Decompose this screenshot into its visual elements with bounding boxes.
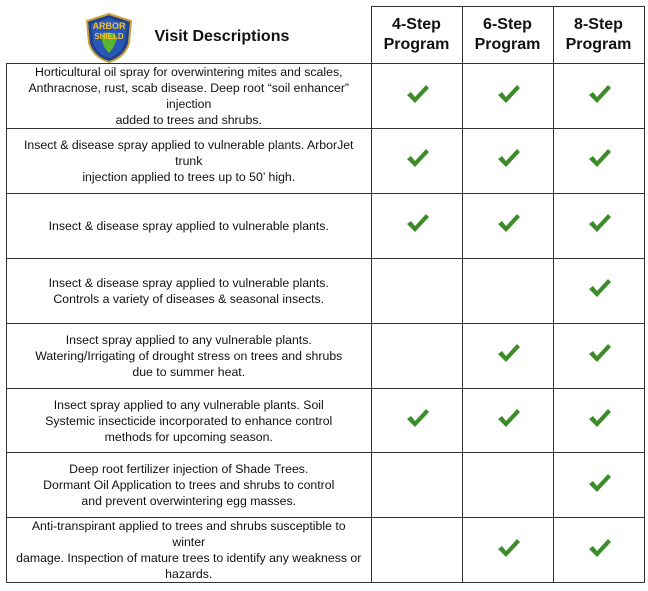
- description-line: methods for upcoming season.: [104, 429, 273, 444]
- table-row: [7, 453, 645, 518]
- program-header-6: 6-Step Program: [462, 7, 553, 64]
- description-line: Dormant Oil Application to trees and shrubs to control: [43, 478, 335, 493]
- checkmark-icon: [586, 83, 612, 105]
- visit-description: [7, 323, 372, 388]
- program-cell: [553, 193, 644, 258]
- program-cell: [553, 518, 644, 583]
- description-line: Insect & disease spray applied to vulnerable plants.: [48, 218, 329, 233]
- checkmark-icon: [586, 407, 612, 429]
- description-line: Insect spray applied to any vulnerable plants.: [65, 332, 312, 347]
- visit-description: [7, 453, 372, 518]
- program-cell: [462, 323, 553, 388]
- description-line: Anti-transpirant applied to trees and shrubs susceptible to winter: [31, 519, 346, 550]
- program-header-4: 4-Step Program: [371, 7, 462, 64]
- visit-table: [6, 6, 645, 583]
- checkmark-icon: [586, 342, 612, 364]
- table-row: [7, 518, 645, 583]
- program-header-8: 8-Step Program: [553, 7, 644, 64]
- visit-description: [7, 258, 372, 323]
- program-cell: [371, 258, 462, 323]
- description-line: Systemic insecticide incorporated to enhance control: [45, 413, 333, 428]
- description-line: injection applied to trees up to 50’ high.: [82, 169, 296, 184]
- logo-line1: ARBOR: [92, 20, 125, 31]
- visit-description: [7, 518, 372, 583]
- table-row: [7, 388, 645, 453]
- description-line: added to trees and shrubs.: [115, 113, 262, 127]
- description-line: damage. Inspection of mature trees to identify any weakness or: [16, 551, 362, 566]
- program-cell: [371, 64, 462, 129]
- checkmark-icon: [495, 342, 521, 364]
- program-cell: [553, 258, 644, 323]
- program-cell: [371, 193, 462, 258]
- program-cell: [553, 129, 644, 194]
- description-line: Anthracnose, rust, scab disease. Deep root “soil enhancer” injection: [28, 81, 350, 111]
- program-cell: [462, 129, 553, 194]
- program-cell: [371, 388, 462, 453]
- program-cell: [462, 64, 553, 129]
- visit-description: [7, 64, 372, 129]
- table-row: [7, 193, 645, 258]
- page-title: Visit Descriptions: [154, 27, 290, 45]
- arbor-shield-logo: [85, 13, 133, 63]
- program-cell: [462, 193, 553, 258]
- description-line: Insect spray applied to any vulnerable plants. Soil: [53, 397, 324, 412]
- program-cell: [553, 388, 644, 453]
- visit-description: [7, 193, 372, 258]
- description-line: hazards.: [165, 567, 213, 582]
- description-line: Deep root fertilizer injection of Shade Trees.: [69, 462, 309, 477]
- description-line: due to summer heat.: [132, 364, 246, 379]
- program-cell: [553, 453, 644, 518]
- description-line: Insect & disease spray applied to vulnerable plants. ArborJet trunk: [24, 137, 354, 168]
- program-cell: [462, 453, 553, 518]
- checkmark-icon: [495, 407, 521, 429]
- checkmark-icon: [404, 83, 430, 105]
- checkmark-icon: [404, 147, 430, 169]
- checkmark-icon: [495, 147, 521, 169]
- description-line: Controls a variety of diseases & seasonal insects.: [53, 291, 325, 306]
- description-line: Insect & disease spray applied to vulnerable plants.: [48, 275, 329, 290]
- program-cell: [462, 388, 553, 453]
- program-cell: [553, 323, 644, 388]
- checkmark-icon: [586, 147, 612, 169]
- checkmark-icon: [495, 537, 521, 559]
- checkmark-icon: [586, 472, 612, 494]
- visit-description: [7, 129, 372, 194]
- description-line: Horticultural oil spray for overwintering mites and scales,: [34, 65, 343, 79]
- table-row: [7, 64, 645, 129]
- program-cell: [371, 453, 462, 518]
- program-cell: [462, 258, 553, 323]
- description-line: Watering/Irrigating of drought stress on trees and shrubs: [35, 348, 343, 363]
- checkmark-icon: [586, 537, 612, 559]
- visit-description: [7, 388, 372, 453]
- header-row: [7, 7, 645, 64]
- program-cell: [371, 323, 462, 388]
- table-row: [7, 258, 645, 323]
- checkmark-icon: [404, 212, 430, 234]
- description-line: and prevent overwintering egg masses.: [81, 494, 297, 509]
- program-cell: [371, 518, 462, 583]
- program-cell: [462, 518, 553, 583]
- title-cell: [7, 7, 372, 64]
- checkmark-icon: [495, 212, 521, 234]
- program-cell: [553, 64, 644, 129]
- program-cell: [371, 129, 462, 194]
- table-row: [7, 323, 645, 388]
- checkmark-icon: [404, 407, 430, 429]
- logo-line2: SHIELD: [93, 31, 124, 41]
- table-row: [7, 129, 645, 194]
- checkmark-icon: [586, 277, 612, 299]
- checkmark-icon: [495, 83, 521, 105]
- checkmark-icon: [586, 212, 612, 234]
